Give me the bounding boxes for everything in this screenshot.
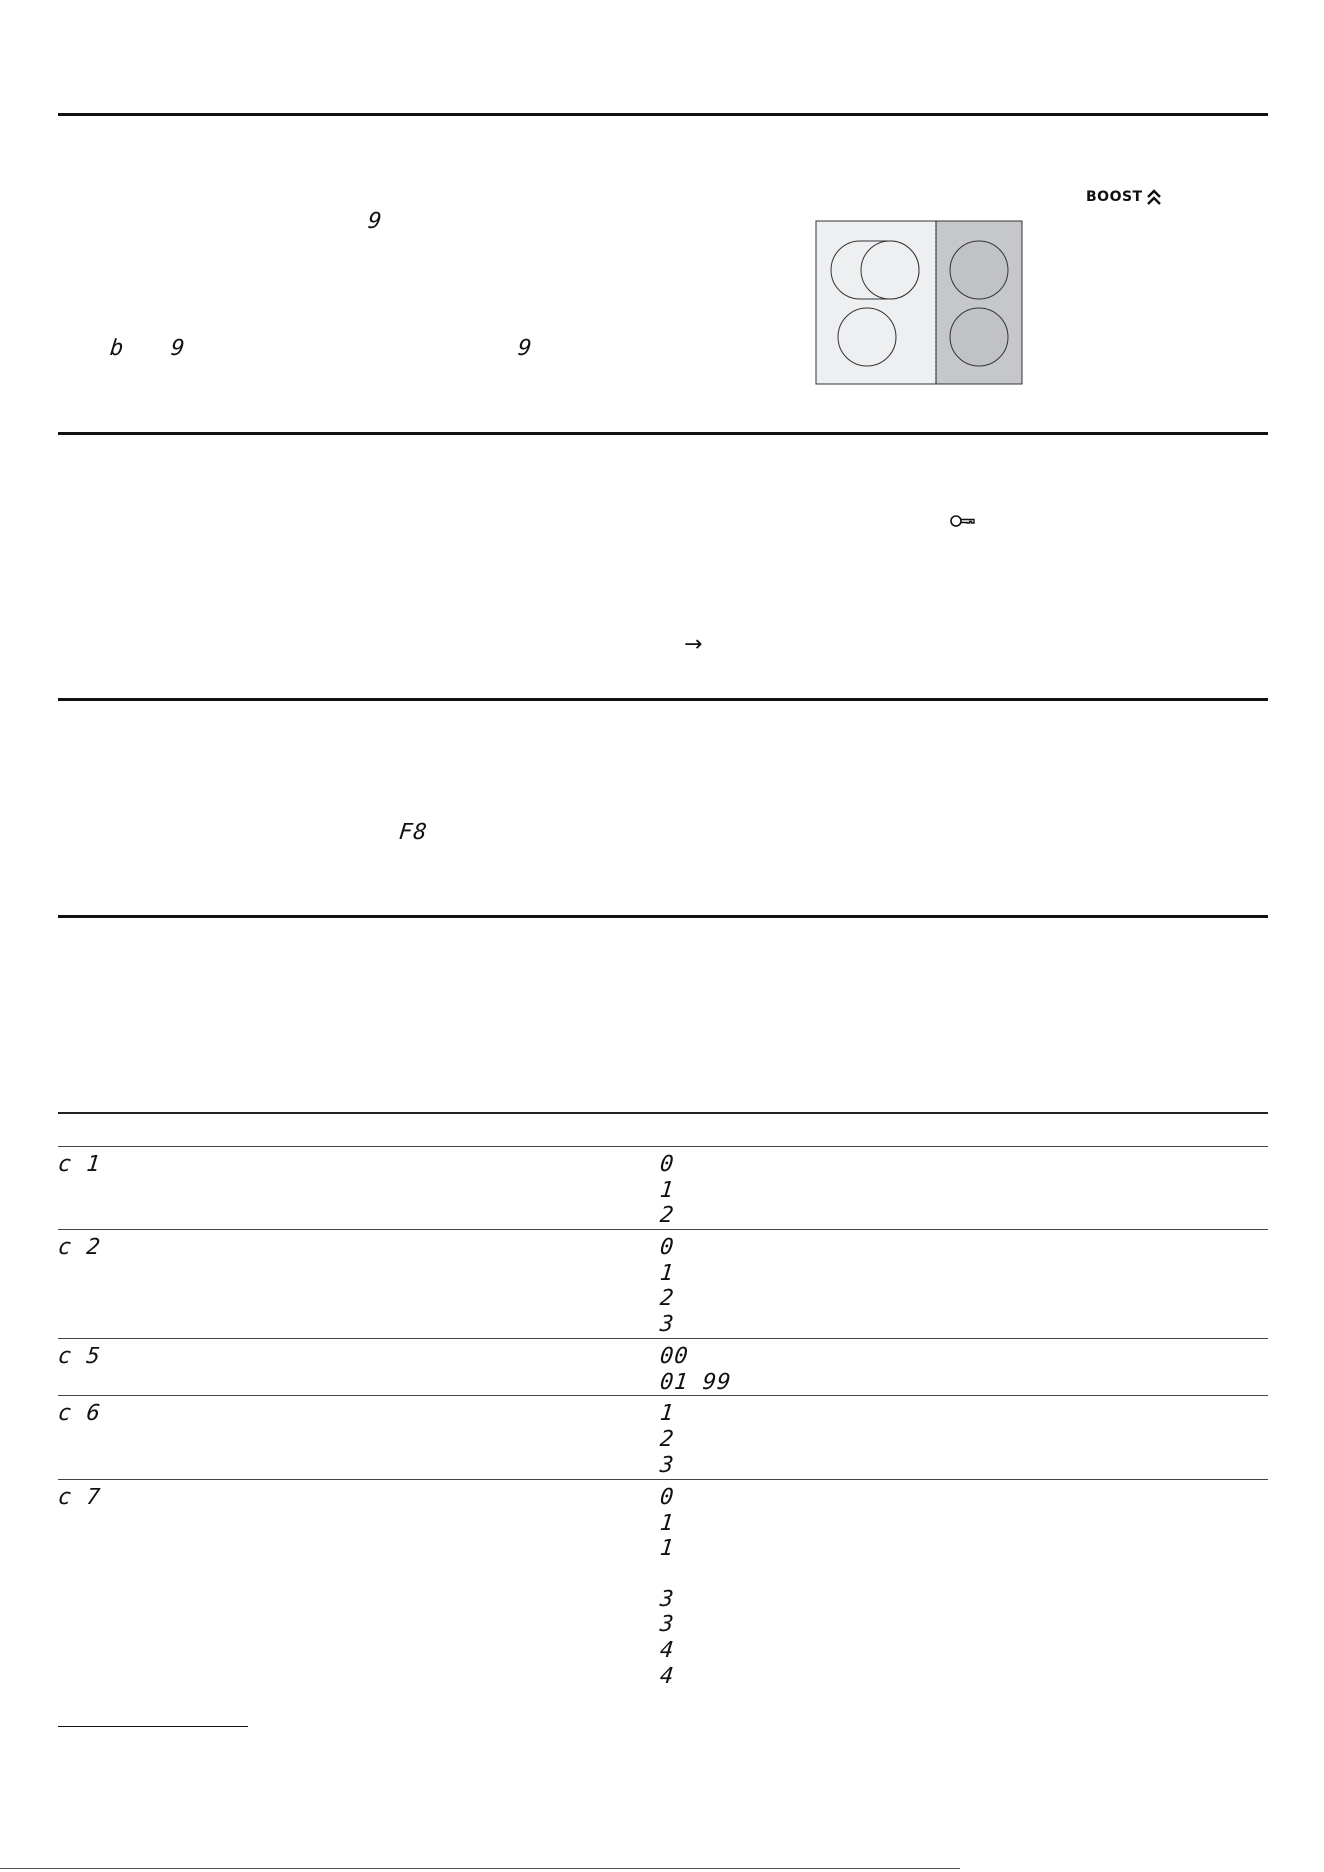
table-code: c 1 xyxy=(56,1152,103,1177)
key-icon xyxy=(950,514,976,528)
boost-text: BOOST xyxy=(1086,189,1143,205)
table-value: 2 xyxy=(658,1203,676,1228)
section-divider-1 xyxy=(58,113,1268,116)
table-value: 1 xyxy=(658,1536,676,1561)
table-value: 0 xyxy=(658,1485,676,1510)
boost-label xyxy=(1086,188,1162,206)
table-value: 3 xyxy=(658,1612,676,1637)
table-value: 1 xyxy=(658,1401,676,1426)
table-code: c 5 xyxy=(56,1344,103,1369)
table-row-rule xyxy=(58,1395,1268,1396)
table-value: 4 xyxy=(658,1638,676,1663)
section-divider-2 xyxy=(58,432,1268,435)
table-value: 3 xyxy=(658,1312,676,1337)
table-value: 1 xyxy=(658,1178,676,1203)
footnote-rule xyxy=(58,1726,248,1727)
display-glyph-9: 9 xyxy=(516,336,534,361)
hob-diagram xyxy=(815,220,1023,385)
display-glyph-9: 9 xyxy=(366,209,384,234)
table-value: 1 xyxy=(658,1511,676,1536)
table-value: 2 xyxy=(658,1286,676,1311)
section-divider-3 xyxy=(58,698,1268,701)
table-value: 0 xyxy=(658,1235,676,1260)
table-code: c 6 xyxy=(56,1401,103,1426)
section-divider-4 xyxy=(58,915,1268,918)
table-code: c 7 xyxy=(56,1485,103,1510)
table-code: c 2 xyxy=(56,1235,103,1260)
table-row-rule xyxy=(58,1479,1268,1480)
table-value: 3 xyxy=(658,1453,676,1478)
table-value: 3 xyxy=(658,1587,676,1612)
double-chevron-up-icon xyxy=(1146,188,1162,206)
display-glyph-b: b xyxy=(108,336,126,361)
table-value: 00 xyxy=(658,1344,690,1369)
table-value: 4 xyxy=(658,1664,676,1689)
display-glyph-9: 9 xyxy=(169,336,187,361)
table-value: 1 xyxy=(658,1261,676,1286)
display-glyph-f8: F8 xyxy=(397,820,429,845)
table-header-rule xyxy=(58,1146,1268,1147)
table-value: 0 xyxy=(658,1152,676,1177)
table-value: 01 99 xyxy=(658,1370,733,1395)
table-row-rule xyxy=(58,1338,1268,1339)
page-bottom-rule xyxy=(0,1868,960,1869)
table-top-rule xyxy=(58,1112,1268,1114)
table-row-rule xyxy=(58,1229,1268,1230)
table-value: 2 xyxy=(658,1427,676,1452)
arrow-right: → xyxy=(684,632,703,657)
